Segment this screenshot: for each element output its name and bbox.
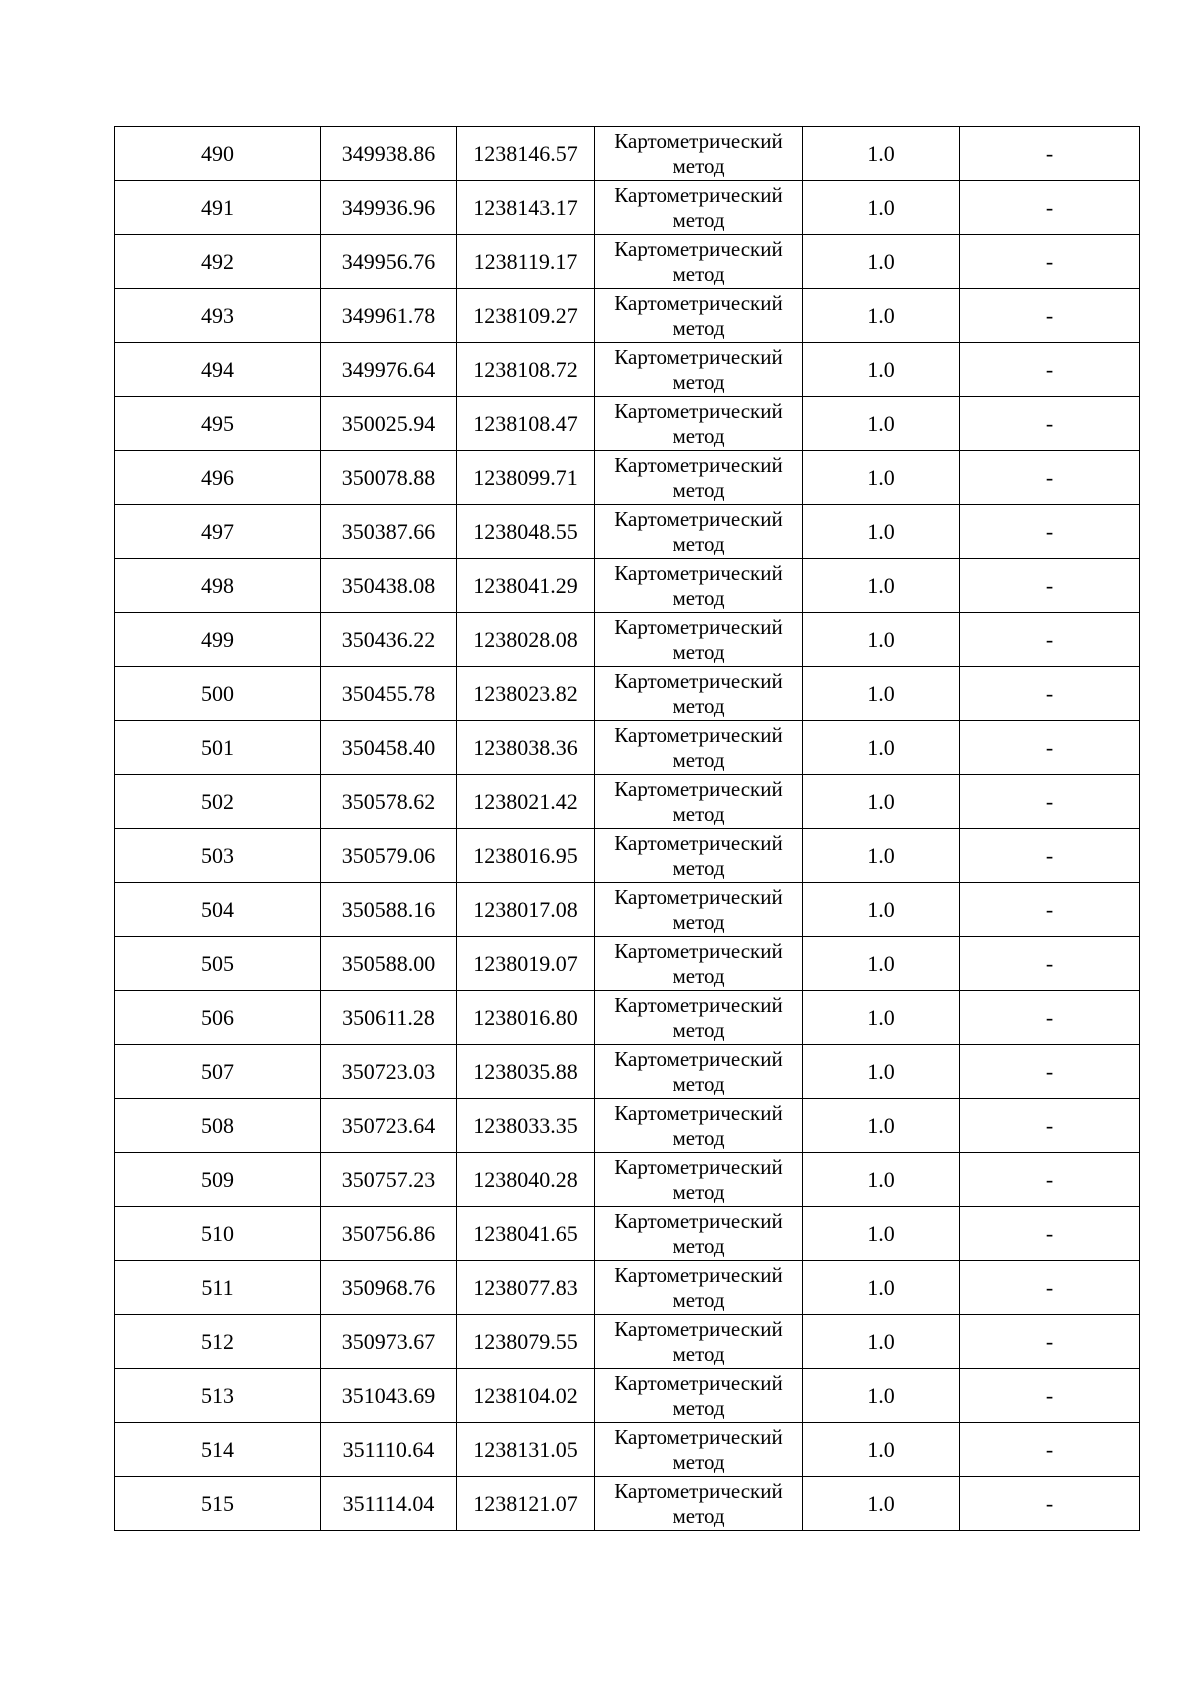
accuracy-cell: 1.0	[803, 1423, 960, 1477]
note-cell: -	[960, 829, 1140, 883]
y-coordinate-cell: 1238021.42	[457, 775, 595, 829]
y-coordinate-cell: 1238019.07	[457, 937, 595, 991]
method-label-line1: Картометрический	[614, 1371, 783, 1395]
note-cell: -	[960, 1369, 1140, 1423]
accuracy-cell: 1.0	[803, 1045, 960, 1099]
accuracy-cell: 1.0	[803, 181, 960, 235]
table-row	[115, 721, 1140, 775]
method-label-line2: метод	[672, 1342, 725, 1366]
note-cell: -	[960, 1477, 1140, 1531]
point-number-cell: 502	[115, 775, 321, 829]
y-coordinate-cell: 1238077.83	[457, 1261, 595, 1315]
y-coordinate-cell: 1238131.05	[457, 1423, 595, 1477]
y-coordinate-cell: 1238017.08	[457, 883, 595, 937]
point-number-cell: 501	[115, 721, 321, 775]
point-number-cell: 505	[115, 937, 321, 991]
method-cell	[595, 721, 803, 775]
point-number-cell: 515	[115, 1477, 321, 1531]
table-row	[115, 613, 1140, 667]
method-label-line2: метод	[672, 316, 725, 340]
method-cell	[595, 613, 803, 667]
method-cell	[595, 1369, 803, 1423]
x-coordinate-cell: 350723.64	[321, 1099, 457, 1153]
method-cell	[595, 883, 803, 937]
accuracy-cell: 1.0	[803, 451, 960, 505]
y-coordinate-cell: 1238104.02	[457, 1369, 595, 1423]
note-cell: -	[960, 721, 1140, 775]
method-label-line2: метод	[672, 1018, 725, 1042]
method-cell	[595, 235, 803, 289]
method-label-line2: метод	[672, 424, 725, 448]
method-label-line1: Картометрический	[614, 1263, 783, 1287]
method-label-line1: Картометрический	[614, 183, 783, 207]
y-coordinate-cell: 1238143.17	[457, 181, 595, 235]
table-row	[115, 127, 1140, 181]
method-label-line2: метод	[672, 802, 725, 826]
point-number-cell: 490	[115, 127, 321, 181]
table-row	[115, 505, 1140, 559]
point-number-cell: 503	[115, 829, 321, 883]
x-coordinate-cell: 351114.04	[321, 1477, 457, 1531]
note-cell: -	[960, 1423, 1140, 1477]
note-cell: -	[960, 181, 1140, 235]
method-cell	[595, 667, 803, 721]
y-coordinate-cell: 1238041.29	[457, 559, 595, 613]
method-label-line2: метод	[672, 1126, 725, 1150]
accuracy-cell: 1.0	[803, 505, 960, 559]
table-row	[115, 397, 1140, 451]
point-number-cell: 504	[115, 883, 321, 937]
x-coordinate-cell: 350588.00	[321, 937, 457, 991]
table-row	[115, 289, 1140, 343]
x-coordinate-cell: 349938.86	[321, 127, 457, 181]
table-row	[115, 235, 1140, 289]
note-cell: -	[960, 289, 1140, 343]
x-coordinate-cell: 350723.03	[321, 1045, 457, 1099]
method-label-line2: метод	[672, 1288, 725, 1312]
point-number-cell: 495	[115, 397, 321, 451]
x-coordinate-cell: 351110.64	[321, 1423, 457, 1477]
method-label-line1: Картометрический	[614, 831, 783, 855]
point-number-cell: 492	[115, 235, 321, 289]
point-number-cell: 494	[115, 343, 321, 397]
note-cell: -	[960, 991, 1140, 1045]
y-coordinate-cell: 1238040.28	[457, 1153, 595, 1207]
point-number-cell: 509	[115, 1153, 321, 1207]
table-row	[115, 883, 1140, 937]
accuracy-cell: 1.0	[803, 1153, 960, 1207]
accuracy-cell: 1.0	[803, 343, 960, 397]
accuracy-cell: 1.0	[803, 1099, 960, 1153]
note-cell: -	[960, 1315, 1140, 1369]
table-row	[115, 451, 1140, 505]
method-label-line1: Картометрический	[614, 669, 783, 693]
accuracy-cell: 1.0	[803, 1369, 960, 1423]
method-label-line1: Картометрический	[614, 1479, 783, 1503]
method-label-line2: метод	[672, 856, 725, 880]
note-cell: -	[960, 1261, 1140, 1315]
note-cell: -	[960, 505, 1140, 559]
method-label-line1: Картометрический	[614, 237, 783, 261]
note-cell: -	[960, 1099, 1140, 1153]
method-label-line2: метод	[672, 478, 725, 502]
method-cell	[595, 1207, 803, 1261]
method-cell	[595, 289, 803, 343]
coordinates-table	[114, 126, 1140, 1531]
table-row	[115, 559, 1140, 613]
x-coordinate-cell: 349936.96	[321, 181, 457, 235]
y-coordinate-cell: 1238028.08	[457, 613, 595, 667]
method-label-line1: Картометрический	[614, 399, 783, 423]
method-label-line1: Картометрический	[614, 1209, 783, 1233]
point-number-cell: 500	[115, 667, 321, 721]
method-label-line2: метод	[672, 1504, 725, 1528]
method-label-line1: Картометрический	[614, 885, 783, 909]
point-number-cell: 496	[115, 451, 321, 505]
method-cell	[595, 1045, 803, 1099]
note-cell: -	[960, 559, 1140, 613]
accuracy-cell: 1.0	[803, 721, 960, 775]
method-cell	[595, 1423, 803, 1477]
accuracy-cell: 1.0	[803, 1477, 960, 1531]
accuracy-cell: 1.0	[803, 829, 960, 883]
method-cell	[595, 451, 803, 505]
point-number-cell: 510	[115, 1207, 321, 1261]
method-cell	[595, 1099, 803, 1153]
x-coordinate-cell: 350968.76	[321, 1261, 457, 1315]
method-label-line1: Картометрический	[614, 939, 783, 963]
method-cell	[595, 1477, 803, 1531]
method-label-line2: метод	[672, 370, 725, 394]
y-coordinate-cell: 1238016.80	[457, 991, 595, 1045]
x-coordinate-cell: 350078.88	[321, 451, 457, 505]
accuracy-cell: 1.0	[803, 1315, 960, 1369]
accuracy-cell: 1.0	[803, 127, 960, 181]
method-label-line1: Картометрический	[614, 777, 783, 801]
method-label-line1: Картометрический	[614, 1317, 783, 1341]
method-label-line2: метод	[672, 532, 725, 556]
table-body	[115, 127, 1140, 1531]
method-label-line1: Картометрический	[614, 345, 783, 369]
y-coordinate-cell: 1238121.07	[457, 1477, 595, 1531]
table-row	[115, 667, 1140, 721]
table-row	[115, 1207, 1140, 1261]
x-coordinate-cell: 350436.22	[321, 613, 457, 667]
accuracy-cell: 1.0	[803, 991, 960, 1045]
point-number-cell: 507	[115, 1045, 321, 1099]
x-coordinate-cell: 350756.86	[321, 1207, 457, 1261]
x-coordinate-cell: 350973.67	[321, 1315, 457, 1369]
accuracy-cell: 1.0	[803, 937, 960, 991]
table-row	[115, 1261, 1140, 1315]
method-label-line1: Картометрический	[614, 723, 783, 747]
point-number-cell: 493	[115, 289, 321, 343]
table-row	[115, 991, 1140, 1045]
y-coordinate-cell: 1238079.55	[457, 1315, 595, 1369]
note-cell: -	[960, 235, 1140, 289]
table-row	[115, 775, 1140, 829]
x-coordinate-cell: 351043.69	[321, 1369, 457, 1423]
y-coordinate-cell: 1238033.35	[457, 1099, 595, 1153]
method-cell	[595, 1315, 803, 1369]
point-number-cell: 491	[115, 181, 321, 235]
accuracy-cell: 1.0	[803, 397, 960, 451]
accuracy-cell: 1.0	[803, 1207, 960, 1261]
point-number-cell: 506	[115, 991, 321, 1045]
method-cell	[595, 127, 803, 181]
y-coordinate-cell: 1238023.82	[457, 667, 595, 721]
method-label-line1: Картометрический	[614, 453, 783, 477]
x-coordinate-cell: 350757.23	[321, 1153, 457, 1207]
method-cell	[595, 397, 803, 451]
method-label-line2: метод	[672, 262, 725, 286]
method-cell	[595, 991, 803, 1045]
method-cell	[595, 1153, 803, 1207]
x-coordinate-cell: 350579.06	[321, 829, 457, 883]
method-label-line1: Картометрический	[614, 1101, 783, 1125]
point-number-cell: 512	[115, 1315, 321, 1369]
table-row	[115, 1099, 1140, 1153]
method-label-line2: метод	[672, 640, 725, 664]
method-label-line2: метод	[672, 1450, 725, 1474]
note-cell: -	[960, 1207, 1140, 1261]
note-cell: -	[960, 451, 1140, 505]
note-cell: -	[960, 775, 1140, 829]
method-cell	[595, 829, 803, 883]
y-coordinate-cell: 1238099.71	[457, 451, 595, 505]
accuracy-cell: 1.0	[803, 667, 960, 721]
table-row	[115, 1477, 1140, 1531]
accuracy-cell: 1.0	[803, 775, 960, 829]
y-coordinate-cell: 1238016.95	[457, 829, 595, 883]
y-coordinate-cell: 1238041.65	[457, 1207, 595, 1261]
method-label-line1: Картометрический	[614, 1425, 783, 1449]
method-label-line2: метод	[672, 1180, 725, 1204]
x-coordinate-cell: 350458.40	[321, 721, 457, 775]
x-coordinate-cell: 349961.78	[321, 289, 457, 343]
table-row	[115, 343, 1140, 397]
note-cell: -	[960, 937, 1140, 991]
method-label-line2: метод	[672, 154, 725, 178]
method-cell	[595, 937, 803, 991]
note-cell: -	[960, 883, 1140, 937]
method-label-line1: Картометрический	[614, 291, 783, 315]
method-label-line1: Картометрический	[614, 561, 783, 585]
accuracy-cell: 1.0	[803, 883, 960, 937]
accuracy-cell: 1.0	[803, 1261, 960, 1315]
x-coordinate-cell: 349956.76	[321, 235, 457, 289]
method-label-line1: Картометрический	[614, 615, 783, 639]
y-coordinate-cell: 1238108.47	[457, 397, 595, 451]
note-cell: -	[960, 397, 1140, 451]
x-coordinate-cell: 350438.08	[321, 559, 457, 613]
note-cell: -	[960, 343, 1140, 397]
point-number-cell: 498	[115, 559, 321, 613]
y-coordinate-cell: 1238109.27	[457, 289, 595, 343]
table-row	[115, 1423, 1140, 1477]
y-coordinate-cell: 1238108.72	[457, 343, 595, 397]
method-cell	[595, 775, 803, 829]
note-cell: -	[960, 667, 1140, 721]
accuracy-cell: 1.0	[803, 559, 960, 613]
method-label-line1: Картометрический	[614, 129, 783, 153]
point-number-cell: 513	[115, 1369, 321, 1423]
x-coordinate-cell: 349976.64	[321, 343, 457, 397]
method-label-line2: метод	[672, 1234, 725, 1258]
method-label-line2: метод	[672, 586, 725, 610]
y-coordinate-cell: 1238048.55	[457, 505, 595, 559]
point-number-cell: 511	[115, 1261, 321, 1315]
method-label-line2: метод	[672, 748, 725, 772]
x-coordinate-cell: 350611.28	[321, 991, 457, 1045]
point-number-cell: 514	[115, 1423, 321, 1477]
table-row	[115, 1153, 1140, 1207]
point-number-cell: 508	[115, 1099, 321, 1153]
x-coordinate-cell: 350025.94	[321, 397, 457, 451]
table-row	[115, 937, 1140, 991]
accuracy-cell: 1.0	[803, 613, 960, 667]
table-row	[115, 181, 1140, 235]
method-label-line2: метод	[672, 964, 725, 988]
x-coordinate-cell: 350387.66	[321, 505, 457, 559]
method-label-line2: метод	[672, 208, 725, 232]
y-coordinate-cell: 1238119.17	[457, 235, 595, 289]
table-row	[115, 1315, 1140, 1369]
note-cell: -	[960, 613, 1140, 667]
note-cell: -	[960, 1153, 1140, 1207]
method-label-line2: метод	[672, 694, 725, 718]
method-label-line2: метод	[672, 1072, 725, 1096]
table-row	[115, 1045, 1140, 1099]
accuracy-cell: 1.0	[803, 289, 960, 343]
method-cell	[595, 505, 803, 559]
accuracy-cell: 1.0	[803, 235, 960, 289]
y-coordinate-cell: 1238038.36	[457, 721, 595, 775]
x-coordinate-cell: 350578.62	[321, 775, 457, 829]
method-cell	[595, 559, 803, 613]
method-label-line2: метод	[672, 1396, 725, 1420]
point-number-cell: 499	[115, 613, 321, 667]
table-row	[115, 829, 1140, 883]
table-row	[115, 1369, 1140, 1423]
method-cell	[595, 181, 803, 235]
method-label-line2: метод	[672, 910, 725, 934]
method-label-line1: Картометрический	[614, 993, 783, 1017]
y-coordinate-cell: 1238035.88	[457, 1045, 595, 1099]
method-label-line1: Картометрический	[614, 1155, 783, 1179]
method-cell	[595, 343, 803, 397]
x-coordinate-cell: 350588.16	[321, 883, 457, 937]
method-cell	[595, 1261, 803, 1315]
method-label-line1: Картометрический	[614, 507, 783, 531]
y-coordinate-cell: 1238146.57	[457, 127, 595, 181]
method-label-line1: Картометрический	[614, 1047, 783, 1071]
point-number-cell: 497	[115, 505, 321, 559]
x-coordinate-cell: 350455.78	[321, 667, 457, 721]
note-cell: -	[960, 127, 1140, 181]
note-cell: -	[960, 1045, 1140, 1099]
